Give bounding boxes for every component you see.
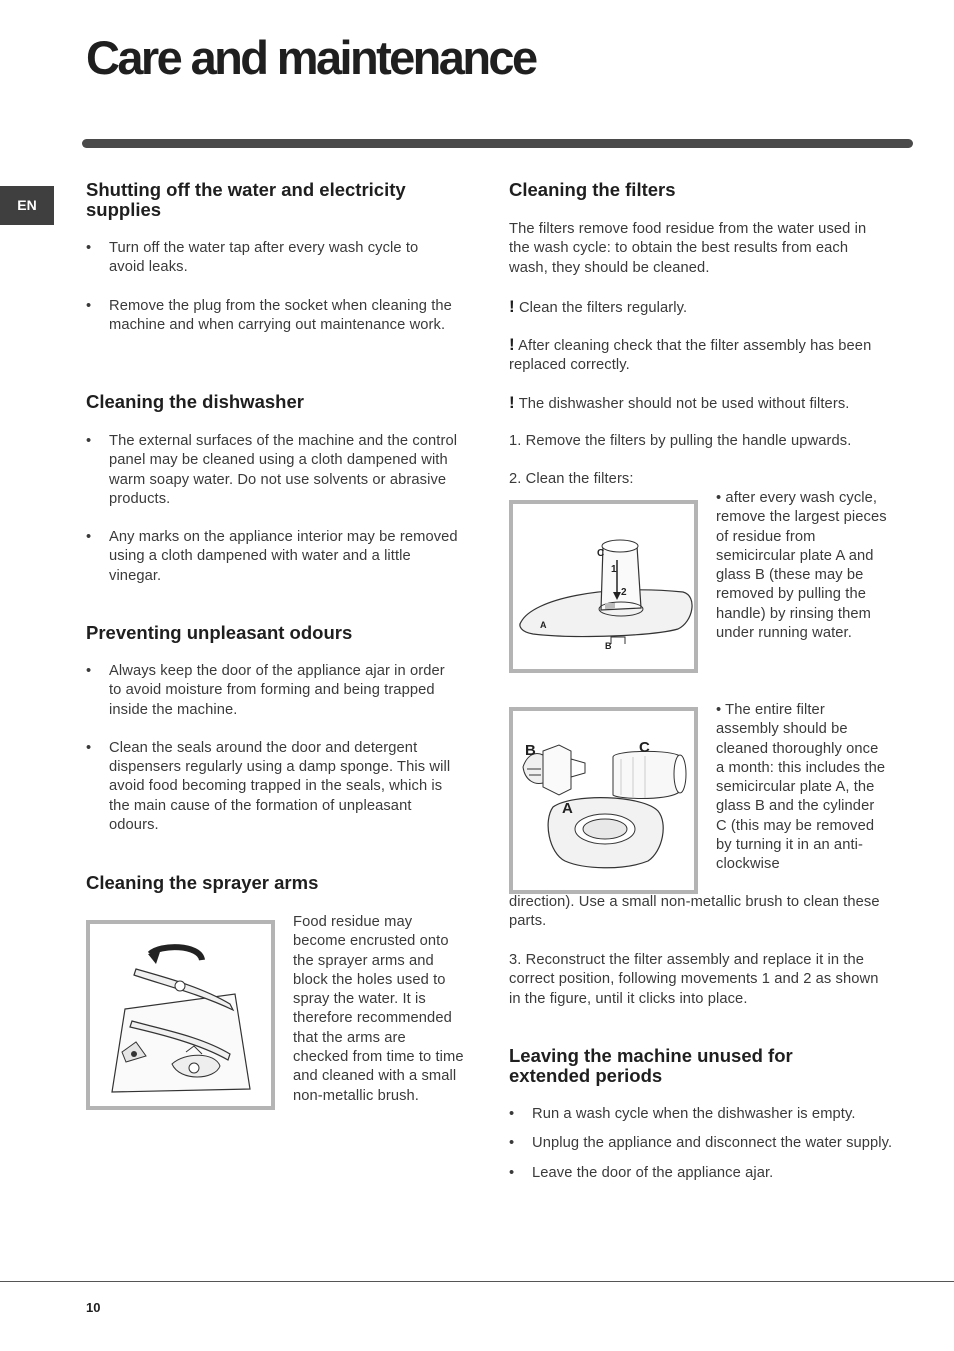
- heading-odours: Preventing unpleasant odours: [86, 622, 353, 643]
- list-item: • The external surfaces of the machine and the control panel may be cleaned using a cloth dampened with warm soapy water. Do not use solvents or abrasive products.: [86, 432, 458, 509]
- header-rule: [82, 139, 913, 148]
- warning-2: [509, 335, 887, 376]
- warning-text: After cleaning check that the filter assembly has been replaced correctly.: [509, 338, 872, 374]
- filter-parts-illustration: [513, 711, 694, 890]
- warning-text: Clean the filters regularly.: [518, 300, 688, 316]
- list-odours: [86, 662, 458, 835]
- step-2: 2. Clean the filters:: [509, 471, 634, 487]
- list-unused: [509, 1105, 894, 1183]
- sprayer-arms-illustration: [90, 924, 271, 1106]
- heading-unused: Leaving the machine unused for extended periods: [509, 1045, 793, 1086]
- list-item: • Always keep the door of the appliance ajar in order to avoid moisture from forming and being trapped inside the machine.: [86, 662, 458, 720]
- list-item: • Any marks on the appliance interior may be removed using a cloth dampened with water and a little vinegar.: [86, 528, 458, 586]
- fig1-label-b: B: [605, 641, 612, 651]
- filter-assembly-illustration: [513, 504, 694, 669]
- filter-assembly-figure: [509, 500, 698, 673]
- filters-bullet-2-rest: direction). Use a small non-metallic brush to clean these parts.: [509, 894, 880, 930]
- list-item: • Unplug the appliance and disconnect the water supply.: [509, 1134, 894, 1153]
- list-item: • Remove the plug from the socket when cleaning the machine and when carrying out maintenance work.: [86, 297, 458, 336]
- warning-text: The dishwasher should not be used without filters.: [518, 396, 850, 412]
- filters-bullet-2-side: • The entire filter assembly should be cleaned thoroughly once a month: this includes the semicircular plate A, the glass B and the cylinder C (this may be removed by turning it in an anti-clockwise: [716, 702, 886, 873]
- warning-1: [509, 297, 887, 318]
- heading-dishwasher: Cleaning the dishwasher: [86, 391, 304, 412]
- fig2-label-a: A: [562, 800, 573, 817]
- list-shutoff: [86, 239, 458, 335]
- sprayer-arms-figure: [86, 920, 275, 1110]
- heading-shutoff: Shutting off the water and electricity supplies: [86, 179, 406, 220]
- fig1-label-1: 1: [611, 564, 617, 575]
- step-1: 1. Remove the filters by pulling the handle upwards.: [509, 433, 852, 449]
- fig1-label-c: C: [597, 548, 605, 559]
- language-tab: EN: [0, 186, 54, 225]
- step-3: 3. Reconstruct the filter assembly and replace it in the correct position, following movements 1 and 2 as shown in the figure, until it clicks into place.: [509, 952, 879, 1007]
- filters-intro: The filters remove food residue from the water used in the wash cycle: to obtain the best results from each wash, they should be cleaned.: [509, 221, 867, 276]
- fig1-label-2: 2: [621, 587, 627, 598]
- filter-parts-figure: [509, 707, 698, 894]
- fig1-label-a: A: [540, 620, 547, 630]
- list-item: • Clean the seals around the door and detergent dispensers regularly using a damp sponge. This will avoid food becoming trapped in the seals, which is the main cause of the formation of unpleasant odours.: [86, 739, 458, 835]
- warning-icon: !: [509, 393, 515, 412]
- warning-icon: !: [509, 297, 515, 316]
- list-dishwasher: [86, 432, 458, 586]
- warning-icon: !: [509, 335, 515, 354]
- list-item: • Run a wash cycle when the dishwasher is empty.: [509, 1105, 894, 1124]
- page-title: Care and maintenance: [86, 31, 536, 84]
- list-item: • Turn off the water tap after every wash cycle to avoid leaks.: [86, 239, 458, 278]
- section-shutoff: [86, 180, 426, 220]
- sprayer-text: Food residue may become encrusted onto the sprayer arms and block the holes used to spray the water. It is therefore recommended that the arms are checked from time to time and cleaned with a small non-metallic brush.: [293, 914, 464, 1104]
- warning-3: [509, 393, 887, 414]
- fig2-label-c: C: [639, 739, 650, 756]
- heading-sprayer: Cleaning the sprayer arms: [86, 872, 319, 893]
- footer-rule: [0, 1281, 954, 1282]
- heading-filters: Cleaning the filters: [509, 179, 676, 200]
- page-number: 10: [86, 1300, 101, 1315]
- filters-bullet-1: • after every wash cycle, remove the largest pieces of residue from semicircular plate A and glass B (these may be removed by pulling the handle) by rinsing them under running water.: [716, 490, 887, 642]
- fig2-label-b: B: [525, 742, 536, 759]
- list-item: • Leave the door of the appliance ajar.: [509, 1164, 894, 1183]
